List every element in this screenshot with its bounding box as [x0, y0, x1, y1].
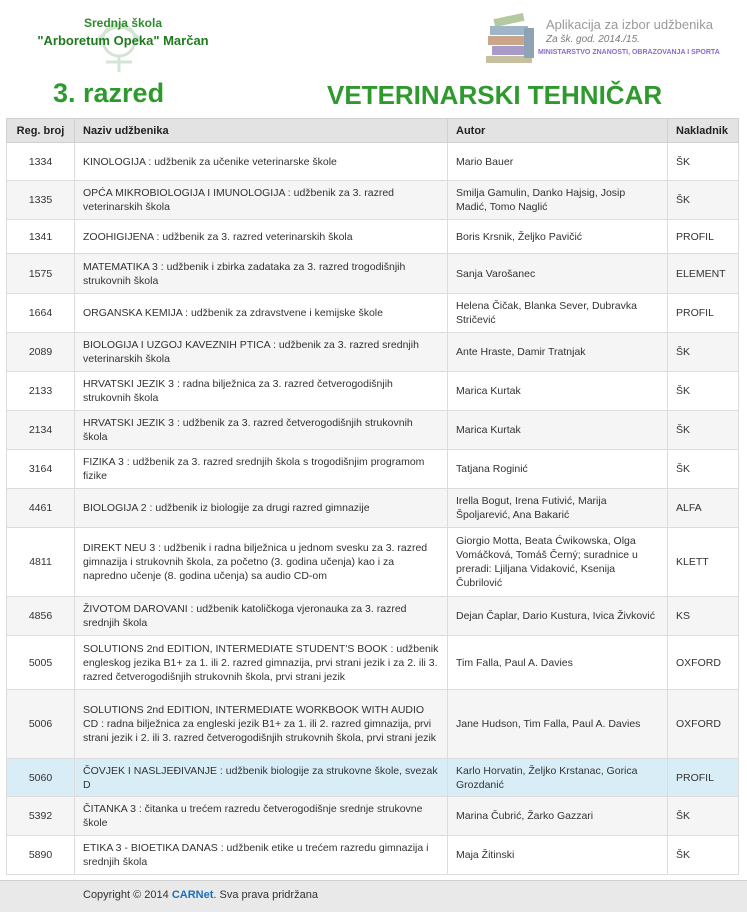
- reg-number-cell: 2133: [7, 372, 75, 411]
- textbook-table: [6, 118, 739, 875]
- table-row[interactable]: [7, 636, 739, 690]
- table-row-highlighted[interactable]: [7, 759, 739, 797]
- reg-number-cell: 1335: [7, 181, 75, 220]
- reg-number-cell: 4461: [7, 489, 75, 528]
- publisher-cell: PROFIL: [668, 220, 739, 254]
- title-cell: ŽIVOTOM DAROVANI : udžbenik katoličkoga vjeronauka za 3. razred srednjih škola: [75, 597, 448, 636]
- app-school-year: Za šk. god. 2014./15.: [546, 34, 640, 45]
- table-header-row: [7, 119, 739, 143]
- school-name-line1: Srednja škola: [83, 16, 163, 30]
- column-header-publisher[interactable]: Nakladnik: [668, 119, 739, 143]
- author-cell: Mario Bauer: [448, 143, 668, 181]
- table-body: [7, 143, 739, 875]
- publisher-cell: ŠK: [668, 181, 739, 220]
- copyright-prefix: Copyright © 2014: [83, 889, 172, 901]
- author-cell: Jane Hudson, Tim Falla, Paul A. Davies: [448, 690, 668, 759]
- reg-number-cell: 2089: [7, 333, 75, 372]
- publisher-cell: KS: [668, 597, 739, 636]
- reg-number-cell: 4811: [7, 528, 75, 597]
- column-header-author[interactable]: Autor: [448, 119, 668, 143]
- title-cell: BIOLOGIJA I UZGOJ KAVEZNIH PTICA : udžbenik za 3. razred srednjih veterinarskih škola: [75, 333, 448, 372]
- title-cell: MATEMATIKA 3 : udžbenik i zbirka zadataka za 3. razred trogodišnjih strukovnih škola: [75, 254, 448, 294]
- title-cell: ZOOHIGIJENA : udžbenik za 3. razred veterinarskih škola: [75, 220, 448, 254]
- author-cell: Ante Hraste, Damir Tratnjak: [448, 333, 668, 372]
- author-cell: Giorgio Motta, Beata Ćwikowska, Olga Vomáčková, Tomáš Černý; suradnice u preradi: Ljiljana Vidaković, Ksenija Čubrilović: [448, 528, 668, 597]
- title-cell: HRVATSKI JEZIK 3 : radna bilježnica za 3. razred četverogodišnjih strukovnih škola: [75, 372, 448, 411]
- program-title: VETERINARSKI TEHNIČAR: [327, 80, 663, 110]
- table-row[interactable]: [7, 836, 739, 875]
- reg-number-cell: 1575: [7, 254, 75, 294]
- table-row[interactable]: [7, 450, 739, 489]
- copyright-rights: . Sva prava pridržana: [213, 889, 318, 901]
- table-row[interactable]: [7, 690, 739, 759]
- table-row[interactable]: [7, 294, 739, 333]
- title-cell: SOLUTIONS 2nd EDITION, INTERMEDIATE STUDENT'S BOOK : udžbenik engleskog jezika B1+ za 1. ili 2. razred gimnazija, prvi strani jezik i za 2. ili 3. razred četverogodišnjih strukovnih škola, prvi strani jezik: [75, 636, 448, 690]
- grade-title: 3. razred: [53, 78, 165, 108]
- author-cell: Tim Falla, Paul A. Davies: [448, 636, 668, 690]
- title-cell: HRVATSKI JEZIK 3 : udžbenik za 3. razred četverogodišnjih strukovnih škola: [75, 411, 448, 450]
- reg-number-cell: 2134: [7, 411, 75, 450]
- author-cell: Karlo Horvatin, Željko Krstanac, Gorica Grozdanić: [448, 759, 668, 797]
- column-header-reg-number[interactable]: Reg. broj: [7, 119, 75, 143]
- reg-number-cell: 5006: [7, 690, 75, 759]
- column-header-title[interactable]: Naziv udžbenika: [75, 119, 448, 143]
- table-row[interactable]: [7, 220, 739, 254]
- school-name-line2: "Arboretum Opeka" Marčan: [37, 33, 209, 48]
- publisher-cell: PROFIL: [668, 294, 739, 333]
- author-cell: Maja Žitinski: [448, 836, 668, 875]
- table-row[interactable]: [7, 372, 739, 411]
- title-cell: FIZIKA 3 : udžbenik za 3. razred srednjih škola s trogodišnjim programom fizike: [75, 450, 448, 489]
- reg-number-cell: 5890: [7, 836, 75, 875]
- publisher-cell: OXFORD: [668, 636, 739, 690]
- author-cell: Smilja Gamulin, Danko Hajsig, Josip Madić, Tomo Naglić: [448, 181, 668, 220]
- reg-number-cell: 5392: [7, 797, 75, 836]
- title-cell: OPĆA MIKROBIOLOGIJA I IMUNOLOGIJA : udžbenik za 3. razred veterinarskih škola: [75, 181, 448, 220]
- ministry-name: MINISTARSTVO ZNANOSTI, OBRAZOVANJA I SPORTA: [538, 49, 720, 56]
- table-row[interactable]: [7, 181, 739, 220]
- author-cell: Helena Čičak, Blanka Sever, Dubravka Stričević: [448, 294, 668, 333]
- reg-number-cell: 3164: [7, 450, 75, 489]
- table-row[interactable]: [7, 143, 739, 181]
- carnet-link[interactable]: CARNet: [171, 889, 214, 901]
- publisher-cell: ŠK: [668, 143, 739, 181]
- table-row[interactable]: [7, 333, 739, 372]
- copyright-text: [83, 889, 318, 901]
- publisher-cell: KLETT: [668, 528, 739, 597]
- reg-number-cell: 5060: [7, 759, 75, 797]
- publisher-cell: ALFA: [668, 489, 739, 528]
- publisher-cell: OXFORD: [668, 690, 739, 759]
- footer: [0, 880, 747, 912]
- author-cell: Tatjana Roginić: [448, 450, 668, 489]
- table-row[interactable]: [7, 528, 739, 597]
- title-cell: BIOLOGIJA 2 : udžbenik iz biologije za drugi razred gimnazije: [75, 489, 448, 528]
- table-row[interactable]: [7, 489, 739, 528]
- author-cell: Irella Bogut, Irena Futivić, Marija Špoljarević, Ana Bakarić: [448, 489, 668, 528]
- author-cell: Boris Krsnik, Željko Pavičić: [448, 220, 668, 254]
- app-title: Aplikacija za izbor udžbenika: [546, 17, 713, 32]
- table-row[interactable]: [7, 254, 739, 294]
- title-cell: KINOLOGIJA : udžbenik za učenike veterinarske škole: [75, 143, 448, 181]
- reg-number-cell: 1664: [7, 294, 75, 333]
- school-logo[interactable]: [28, 6, 218, 72]
- title-cell: DIREKT NEU 3 : udžbenik i radna bilježnica u jednom svesku za 3. razred gimnazija i strukovnih škola, za početno (3. godina učenja) kao i za napredno učenje (8. godina učenja) sa audio CD-om: [75, 528, 448, 597]
- reg-number-cell: 1341: [7, 220, 75, 254]
- author-cell: Marica Kurtak: [448, 372, 668, 411]
- author-cell: Marica Kurtak: [448, 411, 668, 450]
- publisher-cell: ŠK: [668, 797, 739, 836]
- publisher-cell: ŠK: [668, 836, 739, 875]
- title-cell: ČOVJEK I NASLJEĐIVANJE : udžbenik biologije za strukovne škole, svezak D: [75, 759, 448, 797]
- publisher-cell: ŠK: [668, 450, 739, 489]
- author-cell: Sanja Varošanec: [448, 254, 668, 294]
- publisher-cell: ŠK: [668, 333, 739, 372]
- title-cell: ČITANKA 3 : čitanka u trećem razredu četverogodišnje srednje strukovne škole: [75, 797, 448, 836]
- author-cell: Marina Čubrić, Žarko Gazzari: [448, 797, 668, 836]
- publisher-cell: PROFIL: [668, 759, 739, 797]
- title-cell: ORGANSKA KEMIJA : udžbenik za zdravstvene i kemijske škole: [75, 294, 448, 333]
- app-logo[interactable]: [480, 8, 742, 70]
- reg-number-cell: 1334: [7, 143, 75, 181]
- table-row[interactable]: [7, 597, 739, 636]
- reg-number-cell: 4856: [7, 597, 75, 636]
- books-icon: [480, 10, 542, 66]
- table-row[interactable]: [7, 411, 739, 450]
- reg-number-cell: 5005: [7, 636, 75, 690]
- table-row[interactable]: [7, 797, 739, 836]
- title-cell: SOLUTIONS 2nd EDITION, INTERMEDIATE WORKBOOK WITH AUDIO CD : radna bilježnica za engleski jezik B1+ za 1. ili 2. razred gimnazija, prvi strani jezik i 2. ili 3. razred četverogodišnjih strukovnih škola, prvi strani jezik: [75, 690, 448, 759]
- title-cell: ETIKA 3 - BIOETIKA DANAS : udžbenik etike u trećem razredu gimnazija i srednjih škola: [75, 836, 448, 875]
- author-cell: Dejan Čaplar, Dario Kustura, Ivica Živković: [448, 597, 668, 636]
- publisher-cell: ŠK: [668, 411, 739, 450]
- publisher-cell: ELEMENT: [668, 254, 739, 294]
- publisher-cell: ŠK: [668, 372, 739, 411]
